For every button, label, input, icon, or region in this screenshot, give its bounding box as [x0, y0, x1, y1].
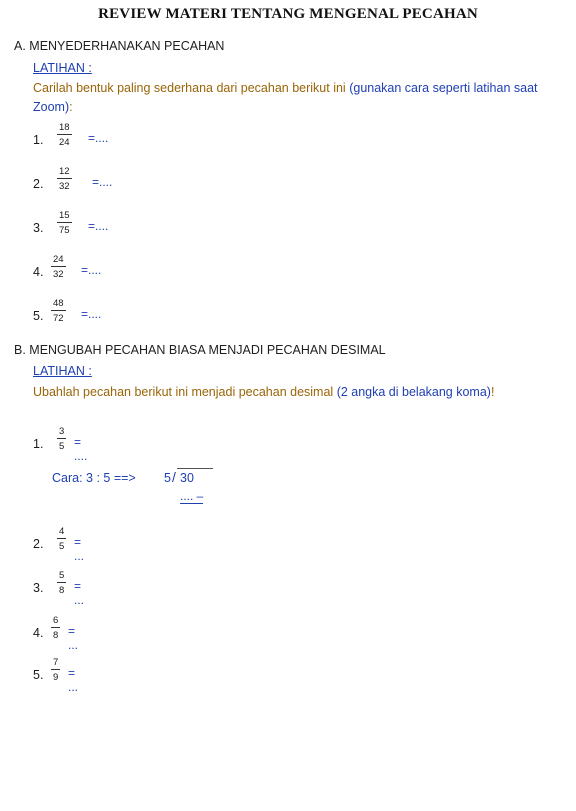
numerator: 7	[53, 657, 59, 668]
answer-blank[interactable]: = ...	[68, 624, 79, 652]
item-number: 2.	[33, 537, 44, 551]
section-a-instruction-end: :	[69, 100, 73, 114]
answer-blank[interactable]: = ...	[74, 579, 85, 607]
section-b-instruction-main: Ubahlah pecahan berikut ini menjadi pecahan desimal	[33, 385, 334, 399]
long-division-dividend: 30	[180, 471, 194, 485]
section-a-instruction	[33, 79, 543, 117]
fraction	[51, 298, 66, 324]
answer-blank[interactable]: =....	[81, 263, 102, 277]
numerator: 48	[53, 298, 64, 309]
answer-blank[interactable]: = ...	[74, 535, 85, 563]
item-number: 4.	[33, 626, 44, 640]
denominator: 8	[59, 585, 65, 596]
numerator: 15	[59, 210, 70, 221]
denominator: 24	[59, 137, 70, 148]
numerator: 24	[53, 254, 64, 265]
answer-blank[interactable]: = ...	[68, 666, 79, 694]
section-b-heading: B. MENGUBAH PECAHAN BIASA MENJADI PECAHAN DESIMAL	[14, 343, 386, 357]
fraction	[57, 426, 66, 452]
numerator: 6	[53, 615, 59, 626]
denominator: 72	[53, 313, 64, 324]
section-b-instruction-end: !	[490, 385, 495, 399]
fraction	[51, 615, 60, 641]
section-a-instruction-main: Carilah bentuk paling sederhana dari pecahan berikut ini	[33, 81, 346, 95]
denominator: 5	[59, 541, 65, 552]
item-number: 1.	[33, 437, 44, 451]
section-b-latihan: LATIHAN :	[33, 364, 92, 378]
fraction	[51, 254, 66, 280]
numerator: 3	[59, 426, 65, 437]
answer-blank[interactable]: =....	[81, 307, 102, 321]
answer-blank[interactable]: =....	[88, 131, 109, 145]
denominator: 32	[53, 269, 64, 280]
numerator: 5	[59, 570, 65, 581]
section-a-instruction-note: (gunakan cara seperti latihan saat Zoom)	[33, 81, 538, 114]
numerator: 4	[59, 526, 65, 537]
denominator: 32	[59, 181, 70, 192]
denominator: 5	[59, 441, 65, 452]
item-number: 4.	[33, 265, 44, 279]
denominator: 75	[59, 225, 70, 236]
numerator: 12	[59, 166, 70, 177]
answer-blank[interactable]: = ....	[74, 435, 88, 463]
long-division-divisor: 5	[164, 471, 171, 485]
long-division-result: .... –	[180, 489, 204, 503]
item-number: 3.	[33, 581, 44, 595]
section-a-heading: A. MENYEDERHANAKAN PECAHAN	[14, 39, 225, 53]
fraction	[57, 166, 72, 192]
answer-blank[interactable]: =....	[92, 175, 113, 189]
page-title: REVIEW MATERI TENTANG MENGENAL PECAHAN	[98, 6, 478, 22]
section-a-latihan: LATIHAN :	[33, 61, 92, 75]
long-division-result-dots[interactable]: ....	[180, 489, 194, 503]
section-b-instruction	[33, 383, 563, 402]
fraction	[57, 570, 66, 596]
item-number: 3.	[33, 221, 44, 235]
denominator: 9	[53, 672, 59, 683]
cara-label: Cara: 3 : 5 ==>	[52, 471, 136, 485]
answer-blank[interactable]: =....	[88, 219, 109, 233]
fraction	[51, 657, 60, 683]
item-number: 5.	[33, 668, 44, 682]
section-b-instruction-note: (2 angka di belakang koma)	[336, 385, 491, 399]
item-number: 5.	[33, 309, 44, 323]
long-division-bar	[177, 468, 213, 469]
denominator: 8	[53, 630, 59, 641]
long-division-bracket: /	[172, 469, 176, 485]
item-number: 1.	[33, 133, 44, 147]
fraction	[57, 210, 72, 236]
item-number: 2.	[33, 177, 44, 191]
numerator: 18	[59, 122, 70, 133]
fraction	[57, 526, 66, 552]
fraction	[57, 122, 72, 148]
